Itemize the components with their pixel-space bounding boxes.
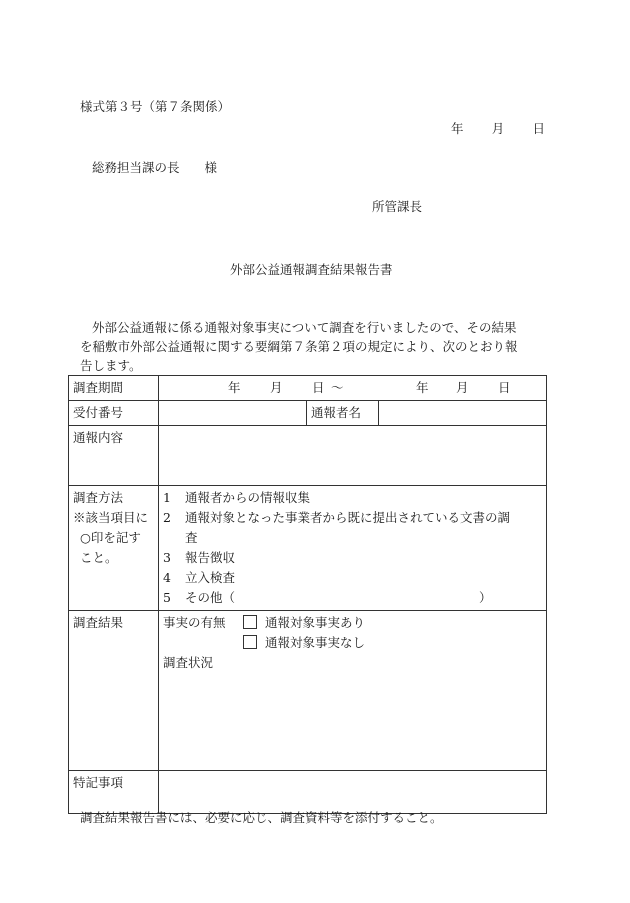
receipt-number-field[interactable]: [159, 401, 307, 426]
body-line-3: 告します。: [80, 358, 142, 373]
row-result: [69, 611, 547, 771]
period-start-month: 月: [270, 380, 283, 395]
method-label-cell: [69, 486, 159, 611]
other-close-paren: ）: [479, 590, 492, 605]
period-start-year: 年: [228, 380, 241, 395]
report-date: [451, 119, 545, 137]
period-value[interactable]: [159, 376, 547, 401]
content-label: 通報内容: [69, 426, 159, 486]
date-month: 月: [491, 121, 505, 136]
reporter-label: 通報者名: [307, 401, 379, 426]
period-end-month: 月: [456, 380, 469, 395]
method-note-3: こと。: [80, 550, 118, 565]
existence-label: 事実の有無: [163, 615, 226, 630]
checkbox-no[interactable]: [243, 635, 257, 649]
date-day: 日: [532, 121, 545, 136]
period-tilde: ～: [331, 380, 344, 395]
method-options[interactable]: [159, 486, 547, 611]
method-note-1: ※該当項目に: [73, 510, 149, 525]
method-item[interactable]: 4 立入検査: [163, 570, 236, 585]
row-content: [69, 426, 547, 486]
result-field: [159, 611, 547, 771]
body-line-2: を稲敷市外部公益通報に関する要綱第７条第２項の規定により、次のとおり報: [80, 339, 518, 354]
period-label: 調査期間: [69, 376, 159, 401]
addressee: 総務担当課の長 様: [92, 160, 218, 175]
period-end-year: 年: [416, 380, 429, 395]
result-label: 調査結果: [69, 611, 159, 771]
method-item[interactable]: 2 通報対象となった事業者から既に提出されている文書の調: [163, 510, 511, 525]
period-end-day: 日: [498, 380, 511, 395]
receipt-label: 受付番号: [69, 401, 159, 426]
status-label: 調査状況: [163, 655, 214, 670]
method-label: 調査方法: [73, 490, 124, 505]
result-existence-yes[interactable]: 事実の有無 通報対象事実あり: [163, 613, 542, 633]
result-existence-no[interactable]: 通報対象事実なし: [163, 633, 542, 653]
method-item-other[interactable]: 5 その他（ ）: [163, 588, 542, 608]
form-number: 様式第３号（第７条関係）: [80, 99, 231, 114]
method-note-2: ○印を記す: [80, 530, 141, 545]
date-year: 年: [451, 121, 464, 136]
remarks-label: 特記事項: [69, 771, 159, 814]
sender: 所管課長: [372, 199, 423, 214]
reporter-name-field[interactable]: [379, 401, 547, 426]
method-item[interactable]: 1 通報者からの情報収集: [163, 490, 311, 505]
method-item-continued: 査: [185, 530, 198, 545]
period-start-day: 日: [312, 380, 325, 395]
content-field[interactable]: [159, 426, 547, 486]
method-item[interactable]: 3 報告徴収: [163, 550, 236, 565]
row-receipt: [69, 401, 547, 426]
footnote: 調査結果報告書には、必要に応じ、調査資料等を添付すること。: [80, 810, 443, 825]
row-method: [69, 486, 547, 611]
document-title: 外部公益通報調査結果報告書: [230, 262, 393, 277]
row-period: [69, 376, 547, 401]
body-line-1: 外部公益通報に係る通報対象事実について調査を行いましたので、その結果: [92, 320, 517, 335]
report-table: [68, 375, 547, 814]
checkbox-yes[interactable]: [243, 615, 257, 629]
